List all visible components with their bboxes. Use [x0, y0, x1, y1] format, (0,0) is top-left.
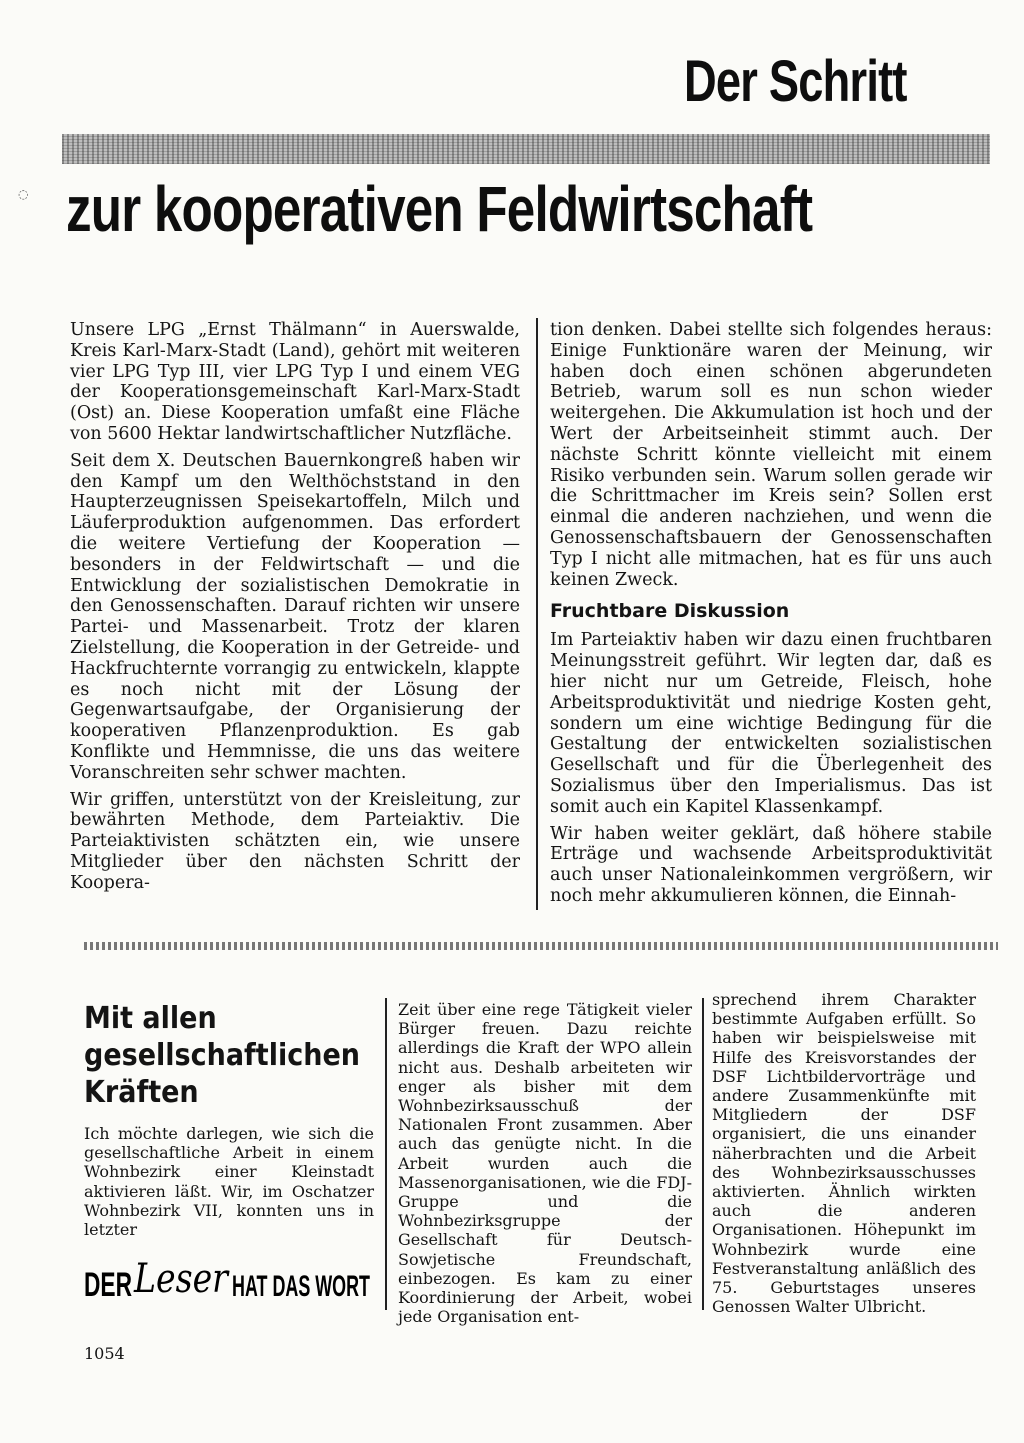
- logo-leser-script: Leser: [133, 1256, 231, 1302]
- paragraph: Zeit über eine rege Tätigkeit vieler Bürger freuen. Dazu reichte allerdings die Kraft der WPO allein nicht aus. Deshalb arbeiteten wir enger als bisher mit dem Wohnbezirksausschuß der Nationalen Front zusammen. Aber auch das genügte nicht. In die Arbeit wurden auch die Massenorganisationen, wie die FDJ-Gruppe und die Wohnbezirksgruppe der Gesellschaft für Deutsch-Sowjetische Freundschaft, einbezogen. Es kam zu einer Koordinierung der Arbeit, wobei jede Organisation ent-: [398, 1000, 692, 1327]
- paragraph: tion denken. Dabei stellte sich folgendes heraus: Einige Funktionäre waren der Meinung, wir haben doch einen schönen abgerundeten Betrieb, warum soll es nun schon wieder weitergehen. Die Akkumulation ist hoch und der Wert der Arbeitseinheit stimmt auch. Der nächste Schritt könnte vielleicht mit einem Risiko verbunden sein. Warum sollen gerade wir die Schrittmacher im Kreis sein? Sollen erst einmal die anderen nachziehen, und wenn die Genossenschaftsbauern der Genossenschaften Typ I nicht alle mitmachen, hat es für uns auch keinen Zweck.: [550, 320, 992, 590]
- title-halftone-band: [62, 134, 990, 164]
- column-divider: [702, 998, 704, 1310]
- letter-title-line2: gesellschaftlichen: [84, 1038, 360, 1073]
- paragraph: Seit dem X. Deutschen Bauernkongreß haben wir den Kampf um den Welthöchststand in den Haupterzeugnissen Speisekartoffeln, Milch und Läuferproduktion aufgenommen. Das erfordert die weitere Vertiefung der Kooperation — besonders in der Feldwirtschaft — und die Entwicklung der sozialistischen Demokratie in den Genossenschaften. Darauf richten wir unsere Partei- und Massenarbeit. Trotz der klaren Zielstellung, die Kooperation in der Getreide- und Hackfruchternte vorrangig zu entwickeln, klappte es noch nicht mit der Lösung der Gegenwartsaufgabe, der Organisierung der kooperativen Pflanzenproduktion. Es gab Konflikte und Hemmnisse, die uns das weitere Voranschreiten sehr schwer machten.: [70, 450, 520, 783]
- paragraph: Wir griffen, unterstützt von der Kreisleitung, zur bewährten Methode, dem Parteiaktiv. Die Parteiaktivisten schätzten ein, wie unsere Mitglieder über den nächsten Schritt der Koopera-: [70, 789, 520, 893]
- paragraph: Ich möchte darlegen, wie sich die gesellschaftliche Arbeit in einem Wohnbezirk einer Kleinstadt aktivieren läßt. Wir, im Oschatzer Wohnbezirk VII, konnten uns in letzter: [84, 1124, 374, 1240]
- paragraph: sprechend ihrem Charakter bestimmte Aufgaben erfüllt. So haben wir beispielsweise mit Hilfe des Kreisvorstandes der DSF Lichtbildervorträge und andere Zusammenkünfte mit Mitgliedern der DSF organisiert, die uns einander näherbrachten und die Arbeit des Wohnbezirksausschusses aktivierten. Ähnlich wirkten auch die anderen Organisationen. Höhepunkt im Wohnbezirk wurde eine Festveranstaltung anläßlich des 75. Geburtstages unseres Genossen Walter Ulbricht.: [712, 990, 976, 1317]
- page-number: 1054: [84, 1344, 125, 1363]
- column-divider: [536, 318, 538, 910]
- letter-title-line1: Mit allen: [84, 1001, 217, 1036]
- column-divider: [385, 998, 387, 1310]
- letter-column-2: [398, 1000, 692, 1326]
- paragraph: Im Parteiaktiv haben wir dazu einen fruchtbaren Meinungsstreit geführt. Wir legten dar, daß es hier nicht nur um Getreide, Fleisch, hohe Arbeitsproduktivität und niedrige Kosten geht, sondern um eine wichtige Bedingung für die Gestaltung der entwickelten sozialistischen Gesellschaft und für die Überlegenheit des Sozialismus über den Imperialismus. Das ist somit auch ein Kapitel Klassenkampf.: [550, 630, 992, 817]
- letter-column-1: [84, 1124, 374, 1239]
- section-divider: [84, 942, 998, 950]
- logo-der: DER: [84, 1266, 132, 1304]
- letter-column-3: [712, 990, 976, 1316]
- paragraph: Wir haben weiter geklärt, daß höhere stabile Erträge und wachsende Arbeitsproduktivität auch unser Nationaleinkommen vergrößern, wir noch mehr akkumulieren können, die Einnah-: [550, 823, 992, 906]
- article-title-line1: Der Schritt: [684, 49, 907, 114]
- article-column-2: [550, 320, 992, 913]
- logo-hat-das-wort: HAT DAS WORT: [232, 1270, 370, 1303]
- section-subheading: Fruchtbare Diskussion: [550, 600, 790, 623]
- margin-mark: ◌: [18, 187, 29, 201]
- leser-hat-das-wort-logo: [82, 1246, 372, 1316]
- paragraph: Unsere LPG „Ernst Thälmann“ in Auerswalde, Kreis Karl-Marx-Stadt (Land), gehört mit weiteren vier LPG Typ III, vier LPG Typ I und einem VEG der Kooperationsgemeinschaft Karl-Marx-Stadt (Ost) an. Diese Kooperation umfaßt eine Fläche von 5600 Hektar landwirtschaftlicher Nutzfläche.: [70, 320, 520, 444]
- article-title-line2: zur kooperativen Feldwirtschaft: [66, 173, 813, 245]
- letter-title-line3: Kräften: [84, 1075, 199, 1110]
- article-column-1: [70, 320, 520, 900]
